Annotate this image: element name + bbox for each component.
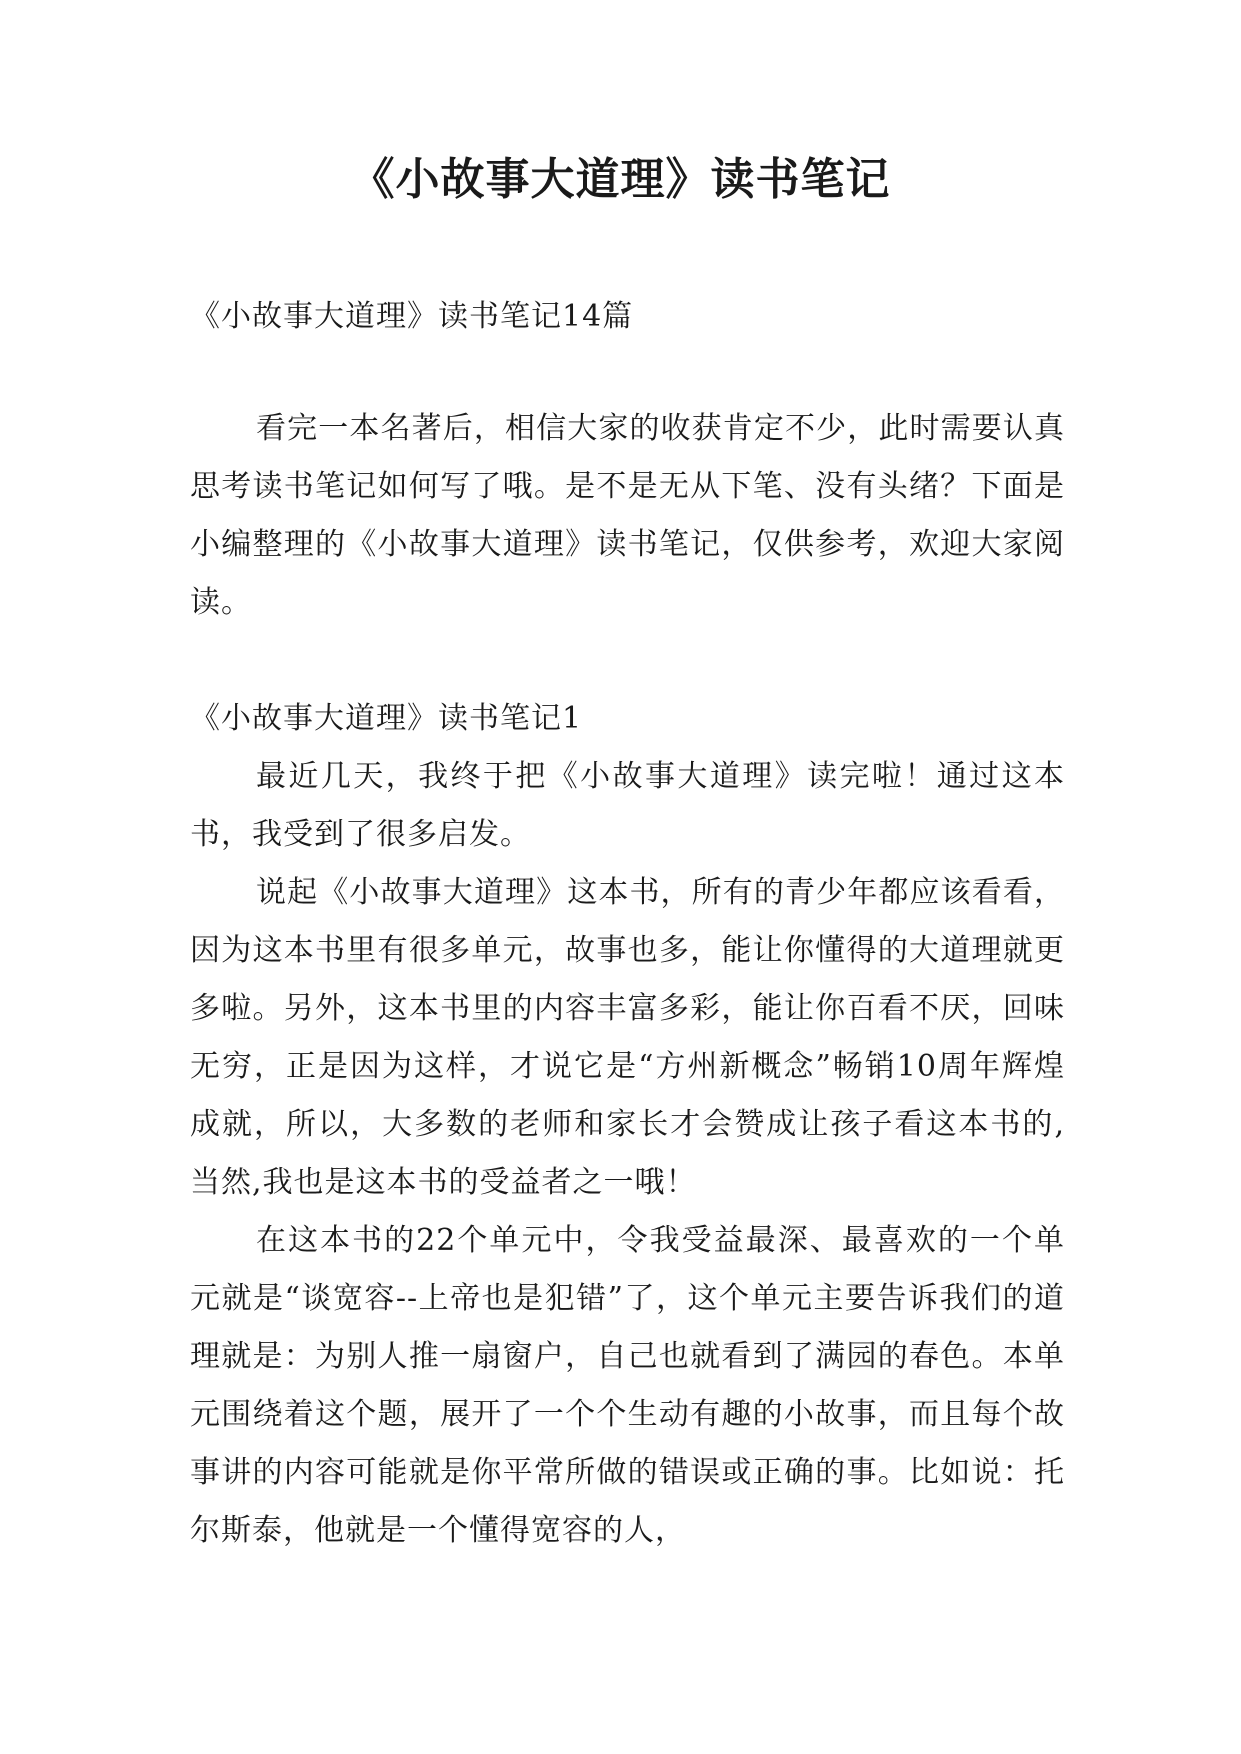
intro-paragraph: 看完一本名著后，相信大家的收获肯定不少，此时需要认真思考读书笔记如何写了哦。是不是无从下笔、没有头绪？下面是小编整理的《小故事大道理》读书笔记，仅供参考，欢迎大家阅读。	[190, 411, 1065, 620]
section-paragraph: 最近几天，我终于把《小故事大道理》读完啦！通过这本书，我受到了很多启发。	[190, 759, 1065, 852]
section-heading: 《小故事大道理》读书笔记1	[190, 701, 583, 736]
section-paragraph: 说起《小故事大道理》这本书，所有的青少年都应该看看，因为这本书里有很多单元，故事也多，能让你懂得的大道理就更多啦。另外，这本书里的内容丰富多彩，能让你百看不厌，回味无穷，正是因为这样，才说它是“方州新概念”畅销10周年辉煌成就，所以，大多数的老师和家长才会赞成让孩子看这本书的,当然,我也是这本书的受益者之一哦！	[190, 875, 1065, 1200]
document-subtitle: 《小故事大道理》读书笔记14篇	[190, 299, 634, 334]
section-paragraph: 在这本书的22个单元中，令我受益最深、最喜欢的一个单元就是“谈宽容--上帝也是犯错”了，这个单元主要告诉我们的道理就是：为别人推一扇窗户，自己也就看到了满园的春色。本单元围绕着这个题，展开了一个个生动有趣的小故事，而且每个故事讲的内容可能就是你平常所做的错误或正确的事。比如说：托尔斯泰，他就是一个懂得宽容的人，	[190, 1223, 1065, 1548]
section-body	[190, 748, 1065, 1560]
document-title: 《小故事大道理》读书笔记	[350, 154, 891, 205]
